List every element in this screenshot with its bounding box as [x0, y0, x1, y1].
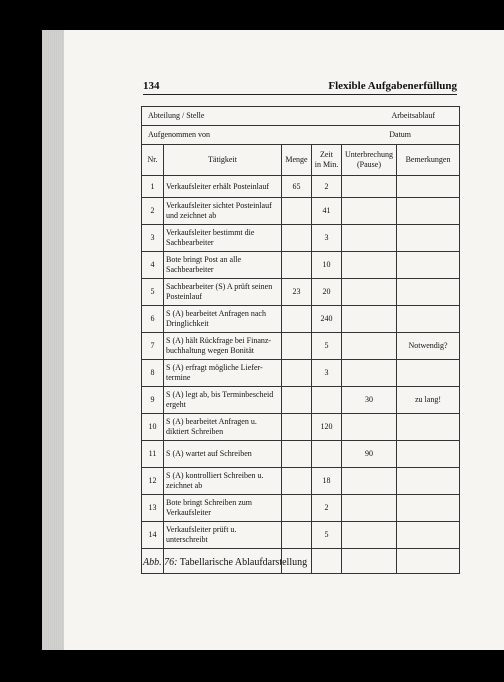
empty-cell	[312, 549, 342, 574]
page-number: 134	[143, 80, 160, 92]
row-nr: 2	[142, 198, 164, 225]
row-nr: 14	[142, 522, 164, 549]
row-activity: Verkaufsleiter erhält Posteinlauf	[164, 176, 282, 198]
table-row	[142, 252, 460, 279]
caption-label: Abb. 76:	[143, 557, 178, 568]
row-nr: 12	[142, 468, 164, 495]
form-row-2	[142, 126, 460, 145]
row-quantity	[282, 387, 312, 414]
row-nr: 4	[142, 252, 164, 279]
row-remarks: Notwendig?	[397, 333, 460, 360]
row-quantity	[282, 252, 312, 279]
row-interruption	[342, 198, 397, 225]
row-nr: 1	[142, 176, 164, 198]
row-quantity	[282, 360, 312, 387]
col-header-activity: Tätigkeit	[164, 145, 282, 176]
row-interruption	[342, 176, 397, 198]
row-remarks	[397, 279, 460, 306]
table-row	[142, 441, 460, 468]
table-row	[142, 198, 460, 225]
row-interruption	[342, 225, 397, 252]
row-remarks	[397, 225, 460, 252]
row-quantity	[282, 414, 312, 441]
row-interruption	[342, 468, 397, 495]
workflow-label: Arbeitsablauf	[391, 111, 436, 121]
row-time: 5	[312, 522, 342, 549]
row-interruption	[342, 279, 397, 306]
row-remarks	[397, 468, 460, 495]
row-remarks	[397, 522, 460, 549]
row-time: 2	[312, 495, 342, 522]
row-interruption	[342, 495, 397, 522]
row-remarks	[397, 198, 460, 225]
table-row	[142, 176, 460, 198]
row-quantity: 23	[282, 279, 312, 306]
row-quantity	[282, 468, 312, 495]
row-interruption	[342, 333, 397, 360]
table-row	[142, 279, 460, 306]
recorded-by-label: Aufgenommen von	[148, 130, 210, 140]
row-quantity	[282, 441, 312, 468]
row-time: 41	[312, 198, 342, 225]
col-header-nr: Nr.	[142, 145, 164, 176]
row-interruption: 30	[342, 387, 397, 414]
row-remarks	[397, 414, 460, 441]
col-header-quantity: Menge	[282, 145, 312, 176]
row-activity: S (A) wartet auf Schreiben	[164, 441, 282, 468]
row-interruption	[342, 306, 397, 333]
page-header	[143, 80, 457, 94]
row-activity: Sachbearbeiter (S) A prüft seinen Posteinlauf	[164, 279, 282, 306]
col-header-interruption-line1: Unterbrechung	[345, 150, 393, 160]
form-line-1	[142, 107, 460, 126]
row-remarks: zu lang!	[397, 387, 460, 414]
row-remarks	[397, 176, 460, 198]
row-time: 5	[312, 333, 342, 360]
row-quantity	[282, 198, 312, 225]
row-time: 18	[312, 468, 342, 495]
table-row	[142, 306, 460, 333]
col-header-remarks: Bemerkungen	[397, 145, 460, 176]
row-time: 3	[312, 225, 342, 252]
row-time	[312, 387, 342, 414]
row-nr: 7	[142, 333, 164, 360]
col-header-interruption	[342, 145, 397, 176]
table-row	[142, 387, 460, 414]
row-time: 240	[312, 306, 342, 333]
row-activity: Verkaufsleiter bestimmt die Sachbearbeiter	[164, 225, 282, 252]
row-activity: Bote bringt Post an alle Sachbearbeiter	[164, 252, 282, 279]
row-interruption	[342, 360, 397, 387]
empty-cell	[397, 549, 460, 574]
row-activity: S (A) erfragt mögliche Liefer-termine	[164, 360, 282, 387]
row-quantity	[282, 306, 312, 333]
chapter-title: Flexible Aufgabenerfüllung	[328, 80, 457, 92]
form-row-1	[142, 107, 460, 126]
header-rule	[143, 94, 457, 95]
row-nr: 8	[142, 360, 164, 387]
table-row	[142, 333, 460, 360]
row-activity: S (A) legt ab, bis Terminbescheid ergeht	[164, 387, 282, 414]
figure-caption	[143, 557, 307, 568]
row-nr: 3	[142, 225, 164, 252]
row-time: 3	[312, 360, 342, 387]
row-quantity	[282, 495, 312, 522]
row-time	[312, 441, 342, 468]
row-remarks	[397, 441, 460, 468]
row-activity: S (A) kontrolliert Schreiben u. zeichnet ab	[164, 468, 282, 495]
row-remarks	[397, 495, 460, 522]
row-activity: Verkaufsleiter sichtet Posteinlauf und zeichnet ab	[164, 198, 282, 225]
row-time: 20	[312, 279, 342, 306]
date-label: Datum	[389, 130, 412, 140]
table-row	[142, 468, 460, 495]
empty-cell	[342, 549, 397, 574]
row-remarks	[397, 360, 460, 387]
table-row	[142, 225, 460, 252]
row-remarks	[397, 306, 460, 333]
row-time: 120	[312, 414, 342, 441]
row-time: 2	[312, 176, 342, 198]
row-nr: 5	[142, 279, 164, 306]
row-activity: S (A) bearbeitet Anfragen nach Dringlichkeit	[164, 306, 282, 333]
row-interruption	[342, 252, 397, 279]
department-label: Abteilung / Stelle	[148, 111, 205, 121]
row-interruption	[342, 414, 397, 441]
col-header-time	[312, 145, 342, 176]
row-quantity	[282, 225, 312, 252]
row-remarks	[397, 252, 460, 279]
row-interruption: 90	[342, 441, 397, 468]
row-activity: Verkaufsleiter prüft u. unterschreibt	[164, 522, 282, 549]
table-row	[142, 522, 460, 549]
caption-text: Tabellarische Ablaufdarstellung	[179, 557, 308, 568]
column-header-row	[142, 145, 460, 176]
row-quantity	[282, 522, 312, 549]
col-header-time-line2: in Min.	[314, 160, 339, 169]
table-row	[142, 414, 460, 441]
row-nr: 11	[142, 441, 164, 468]
row-nr: 10	[142, 414, 164, 441]
row-interruption	[342, 522, 397, 549]
col-header-time-line1: Zeit	[320, 150, 333, 160]
row-time: 10	[312, 252, 342, 279]
row-nr: 13	[142, 495, 164, 522]
row-nr: 6	[142, 306, 164, 333]
form-line-2	[142, 126, 460, 145]
row-quantity: 65	[282, 176, 312, 198]
row-activity: S (A) bearbeitet Anfragen u. diktiert Schreiben	[164, 414, 282, 441]
row-activity: Bote bringt Schreiben zum Verkaufsleiter	[164, 495, 282, 522]
workflow-table	[141, 106, 460, 574]
row-quantity	[282, 333, 312, 360]
col-header-interruption-line2: (Pause)	[357, 160, 381, 169]
row-nr: 9	[142, 387, 164, 414]
table-row	[142, 495, 460, 522]
table-row	[142, 360, 460, 387]
page-edge	[42, 30, 64, 650]
row-activity: S (A) hält Rückfrage bei Finanz-buchhaltung wegen Bonität	[164, 333, 282, 360]
